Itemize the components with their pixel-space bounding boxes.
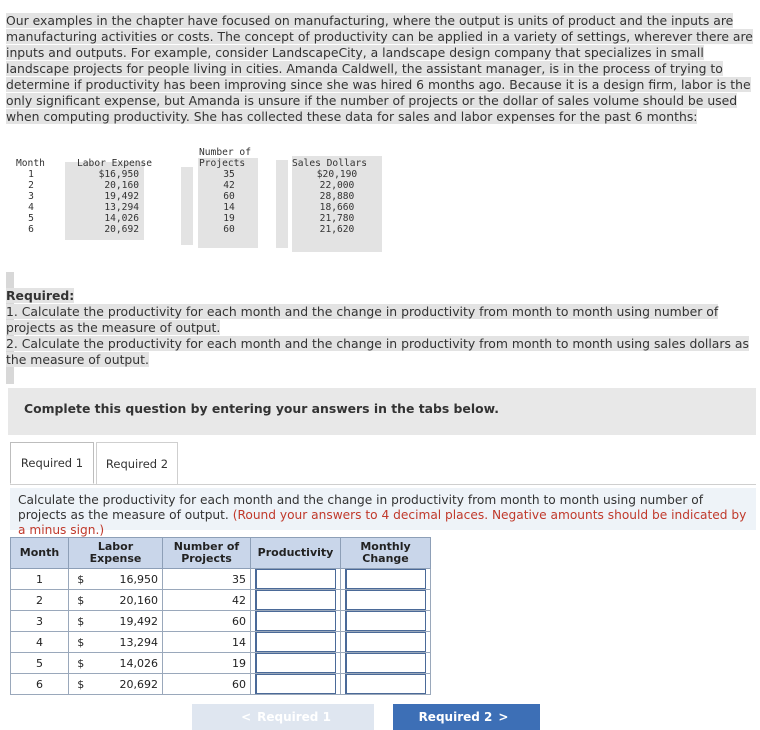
prev-button-label: Required 1	[257, 710, 331, 724]
col-projects-line2: Projects	[181, 552, 232, 565]
intro-line: when computing productivity. She has collected these data for sales and labor expenses for the past 6 months:	[6, 109, 698, 124]
labor-cell: 14,026	[93, 653, 163, 674]
projects-cell: 60	[223, 191, 235, 202]
month-cell: 1	[28, 169, 34, 180]
labor-cell: 16,950	[93, 569, 163, 590]
table-row	[11, 611, 431, 632]
change-cell	[341, 590, 431, 611]
header-projects-line2: Projects	[199, 158, 246, 169]
next-button[interactable]	[393, 704, 540, 730]
intro-paragraph	[6, 13, 756, 125]
productivity-cell	[251, 590, 341, 611]
answer-table	[10, 537, 431, 695]
instruction-text: Calculate the productivity for each month and the change in productivity from month to month using number of projects as the measure of output.	[18, 493, 704, 522]
currency-symbol: $	[69, 674, 93, 695]
labor-cell: 20,160	[93, 590, 163, 611]
labor-column	[77, 158, 152, 235]
productivity-input[interactable]	[255, 653, 336, 673]
intro-line: landscape projects for people living in cities. Amanda Caldwell, the assistant manager, is in the process of trying to	[6, 61, 723, 76]
currency-symbol: $	[69, 653, 93, 674]
complete-banner: Complete this question by entering your answers in the tabs below.	[8, 388, 756, 435]
projects-cell: 42	[223, 180, 235, 191]
productivity-cell	[251, 611, 341, 632]
sales-column	[292, 158, 382, 235]
highlight-block	[276, 160, 288, 248]
projects-cell: 35	[223, 169, 235, 180]
required-section	[6, 288, 756, 368]
instruction-box	[10, 488, 756, 537]
projects-cell: 60	[163, 674, 251, 695]
header-month: Month	[16, 158, 45, 169]
sales-cell: 21,780	[319, 213, 355, 224]
change-cell	[341, 632, 431, 653]
col-labor-line2: Expense	[89, 552, 142, 565]
month-cell: 6	[28, 224, 34, 235]
month-cell: 6	[11, 674, 69, 695]
header-labor: Labor Expense	[77, 158, 153, 169]
productivity-cell	[251, 653, 341, 674]
sales-cell: 18,660	[319, 202, 355, 213]
projects-column	[199, 147, 259, 235]
col-change-line2: Change	[362, 552, 409, 565]
header-sales: Sales Dollars	[292, 158, 368, 169]
month-cell: 3	[28, 191, 34, 202]
projects-cell: 19	[163, 653, 251, 674]
required-item-2-cont: the measure of output.	[6, 352, 149, 367]
col-productivity-label: Productivity	[257, 546, 334, 559]
productivity-input[interactable]	[255, 590, 336, 610]
currency-symbol: $	[69, 632, 93, 653]
change-cell	[341, 653, 431, 674]
month-cell: 1	[11, 569, 69, 590]
tab-required-2[interactable]: Required 2	[96, 442, 178, 484]
labor-cell: 19,492	[93, 611, 163, 632]
tab-required-1[interactable]: Required 1	[10, 442, 94, 484]
col-change	[341, 538, 431, 569]
productivity-cell	[251, 569, 341, 590]
intro-line: determine if productivity has been improving since she was hired 6 months ago. Because it is a design firm, labor is the	[6, 77, 751, 92]
productivity-input[interactable]	[255, 674, 336, 694]
header-projects-line1: Number of	[199, 147, 251, 158]
prev-button[interactable]	[192, 704, 374, 730]
projects-cell: 35	[163, 569, 251, 590]
table-row	[11, 569, 431, 590]
table-row	[11, 590, 431, 611]
intro-line: only significant expense, but Amanda is unsure if the number of projects or the dollar of sales volume should be used	[6, 93, 738, 108]
next-button-label: Required 2	[418, 710, 493, 724]
col-labor	[69, 538, 163, 569]
intro-line: inputs and outputs. For example, consider LandscapeCity, a landscape design company that specializes in small	[6, 45, 704, 60]
labor-cell: 20,692	[104, 224, 139, 235]
monthly-change-input[interactable]	[345, 590, 426, 610]
month-cell: 2	[11, 590, 69, 611]
currency-symbol: $	[69, 569, 93, 590]
monthly-change-input[interactable]	[345, 632, 426, 652]
change-cell	[341, 674, 431, 695]
projects-cell: 19	[223, 213, 235, 224]
month-cell: 3	[11, 611, 69, 632]
source-data-table	[6, 144, 386, 269]
labor-cell: 19,492	[104, 191, 139, 202]
required-item-2: 2. Calculate the productivity for each month and the change in productivity from month to month using sales dollars as	[6, 336, 749, 351]
sales-cell: 21,620	[319, 224, 355, 235]
monthly-change-input[interactable]	[345, 653, 426, 673]
month-column	[16, 158, 46, 235]
productivity-input[interactable]	[255, 611, 336, 631]
labor-cell: 20,692	[93, 674, 163, 695]
currency-symbol: $	[69, 611, 93, 632]
tab-divider	[10, 484, 756, 485]
projects-cell: 60	[163, 611, 251, 632]
col-projects-line1: Number of	[173, 540, 240, 553]
currency-symbol: $	[69, 590, 93, 611]
projects-cell: 14	[223, 202, 235, 213]
monthly-change-input[interactable]	[345, 569, 426, 589]
productivity-input[interactable]	[255, 632, 336, 652]
intro-line: Our examples in the chapter have focused on manufacturing, where the output is units of product and the inputs are	[6, 13, 734, 28]
intro-line: manufacturing activities or costs. The concept of productivity can be applied in a variety of settings, wherever there are	[6, 29, 753, 44]
highlight-block	[181, 167, 193, 245]
month-cell: 4	[11, 632, 69, 653]
chevron-left-icon: <	[241, 710, 252, 724]
labor-cell: 13,294	[104, 202, 139, 213]
change-cell	[341, 569, 431, 590]
monthly-change-input[interactable]	[345, 674, 426, 694]
chevron-right-icon: >	[498, 710, 509, 724]
sales-cell: 28,880	[319, 191, 355, 202]
projects-cell: 14	[163, 632, 251, 653]
table-row	[11, 632, 431, 653]
productivity-cell	[251, 632, 341, 653]
month-cell: 2	[28, 180, 34, 191]
monthly-change-input[interactable]	[345, 611, 426, 631]
instruction-note: (Round your answers to 4 decimal places. Negative amounts should be indicated by a minus sign.)	[18, 508, 747, 537]
required-heading: Required:	[6, 288, 75, 303]
labor-cell: 14,026	[104, 213, 139, 224]
col-projects	[163, 538, 251, 569]
col-productivity	[251, 538, 341, 569]
col-month	[11, 538, 69, 569]
sales-cell: 22,000	[319, 180, 355, 191]
col-change-line1: Monthly	[360, 540, 411, 553]
labor-cell: 13,294	[93, 632, 163, 653]
projects-cell: 60	[223, 224, 235, 235]
table-row	[11, 674, 431, 695]
projects-cell: 42	[163, 590, 251, 611]
month-cell: 5	[28, 213, 34, 224]
month-cell: 5	[11, 653, 69, 674]
change-cell	[341, 611, 431, 632]
col-month-label: Month	[19, 546, 60, 559]
col-labor-line1: Labor	[97, 540, 134, 553]
required-item-1: 1. Calculate the productivity for each month and the change in productivity from month to month using number of	[6, 304, 719, 319]
labor-cell: $16,950	[98, 169, 139, 180]
required-item-1-cont: projects as the measure of output.	[6, 320, 221, 335]
table-row	[11, 653, 431, 674]
labor-cell: 20,160	[104, 180, 139, 191]
sales-cell: $20,190	[316, 169, 358, 180]
month-cell: 4	[28, 202, 34, 213]
productivity-input[interactable]	[255, 569, 336, 589]
productivity-cell	[251, 674, 341, 695]
